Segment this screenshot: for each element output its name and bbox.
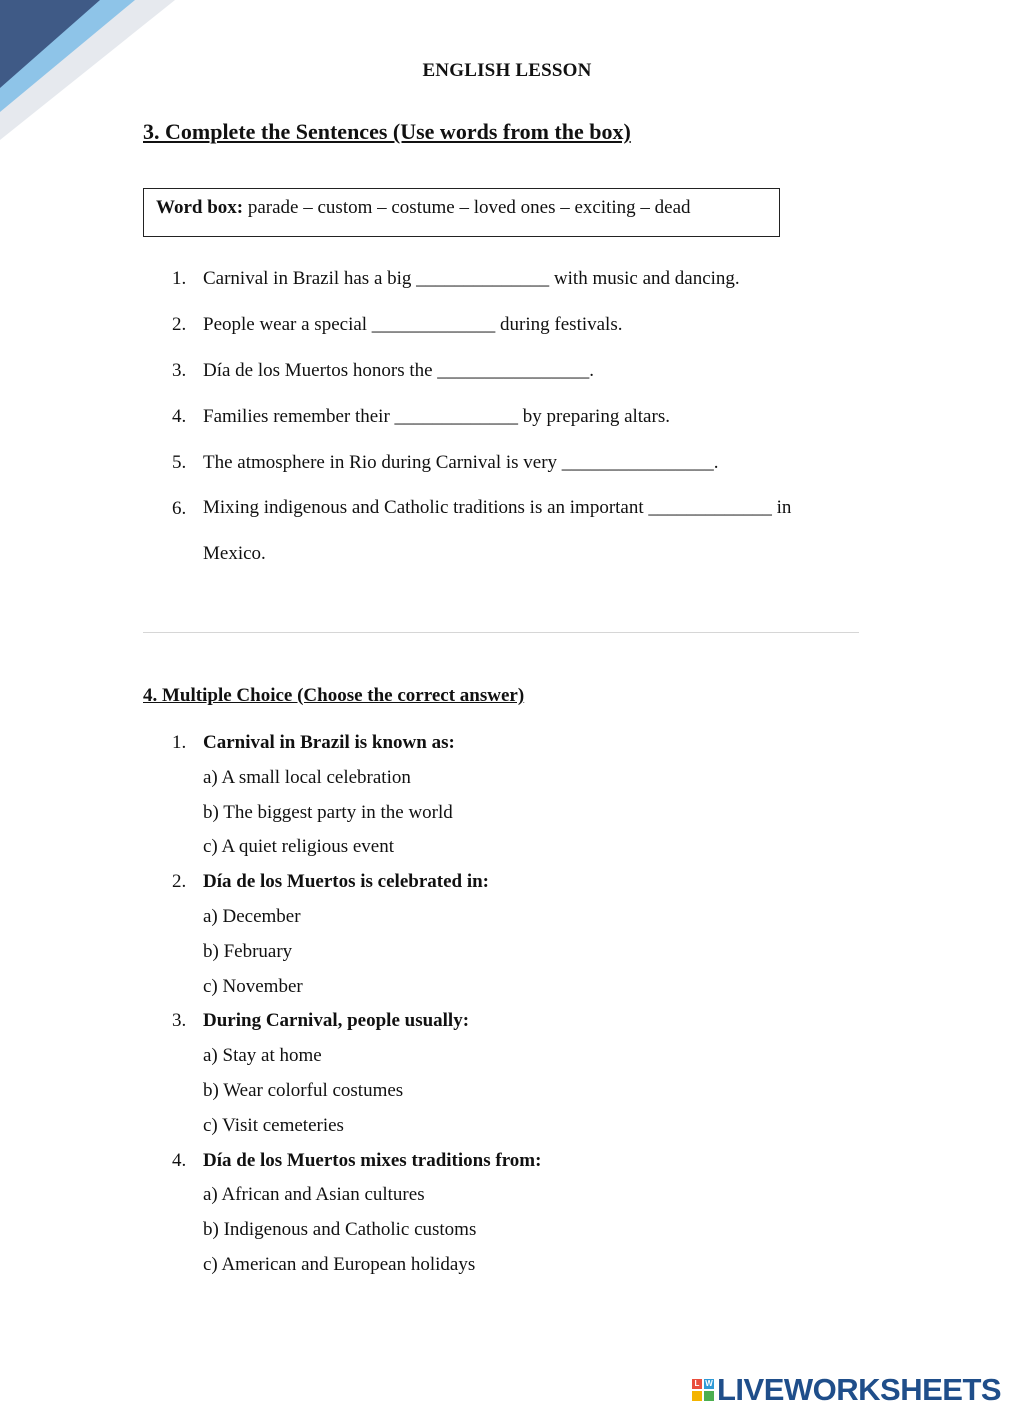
sentence-list (172, 267, 852, 600)
sentence-item: 3. Día de los Muertos honors the ________________. (172, 360, 595, 381)
sentence-item: 4. Families remember their _____________ by preparing altars. (172, 406, 670, 427)
word-box-label: Word box: (156, 197, 244, 218)
sentence-item: 6. Mixing indigenous and Catholic traditions is an important _____________ in Mexico. (172, 497, 792, 564)
sentence-text: People wear a special _____________ during festivals. (203, 314, 623, 335)
question-text: Día de los Muertos mixes traditions from: (203, 1149, 542, 1171)
sentence-text: Mixing indigenous and Catholic traditions is an important _____________ in Mexico. (203, 497, 792, 564)
sentence-item: 1. Carnival in Brazil has a big ______________ with music and dancing. (172, 268, 740, 289)
section4-heading: 4. Multiple Choice (Choose the correct answer) (143, 685, 525, 706)
word-box (143, 188, 780, 237)
logo-text: LIVEWORKSHEETS (717, 1372, 1002, 1407)
liveworksheets-logo-icon: L W (692, 1379, 714, 1401)
question-text: Día de los Muertos is celebrated in: (203, 871, 490, 893)
sentence-text: Día de los Muertos honors the ________________. (203, 360, 595, 381)
question-text: Carnival in Brazil is known as: (203, 732, 455, 753)
sentence-item: 2. People wear a special _____________ during festivals. (172, 314, 623, 335)
page-title: ENGLISH LESSON (422, 60, 592, 81)
liveworksheets-logo (692, 1374, 1001, 1406)
section3-heading: 3. Complete the Sentences (Use words from the box) (143, 119, 631, 144)
sentence-text: Families remember their _____________ by preparing altars. (203, 406, 670, 427)
section-divider (143, 632, 859, 633)
sentence-text: Carnival in Brazil has a big ______________ with music and dancing. (203, 268, 740, 289)
sentence-item: 5. The atmosphere in Rio during Carnival is very ________________. (172, 452, 719, 473)
question-text: During Carnival, people usually: (203, 1010, 470, 1032)
word-box-words: parade – custom – costume – loved ones – exciting – dead (243, 197, 691, 218)
sentence-text: The atmosphere in Rio during Carnival is very ________________. (203, 452, 719, 473)
